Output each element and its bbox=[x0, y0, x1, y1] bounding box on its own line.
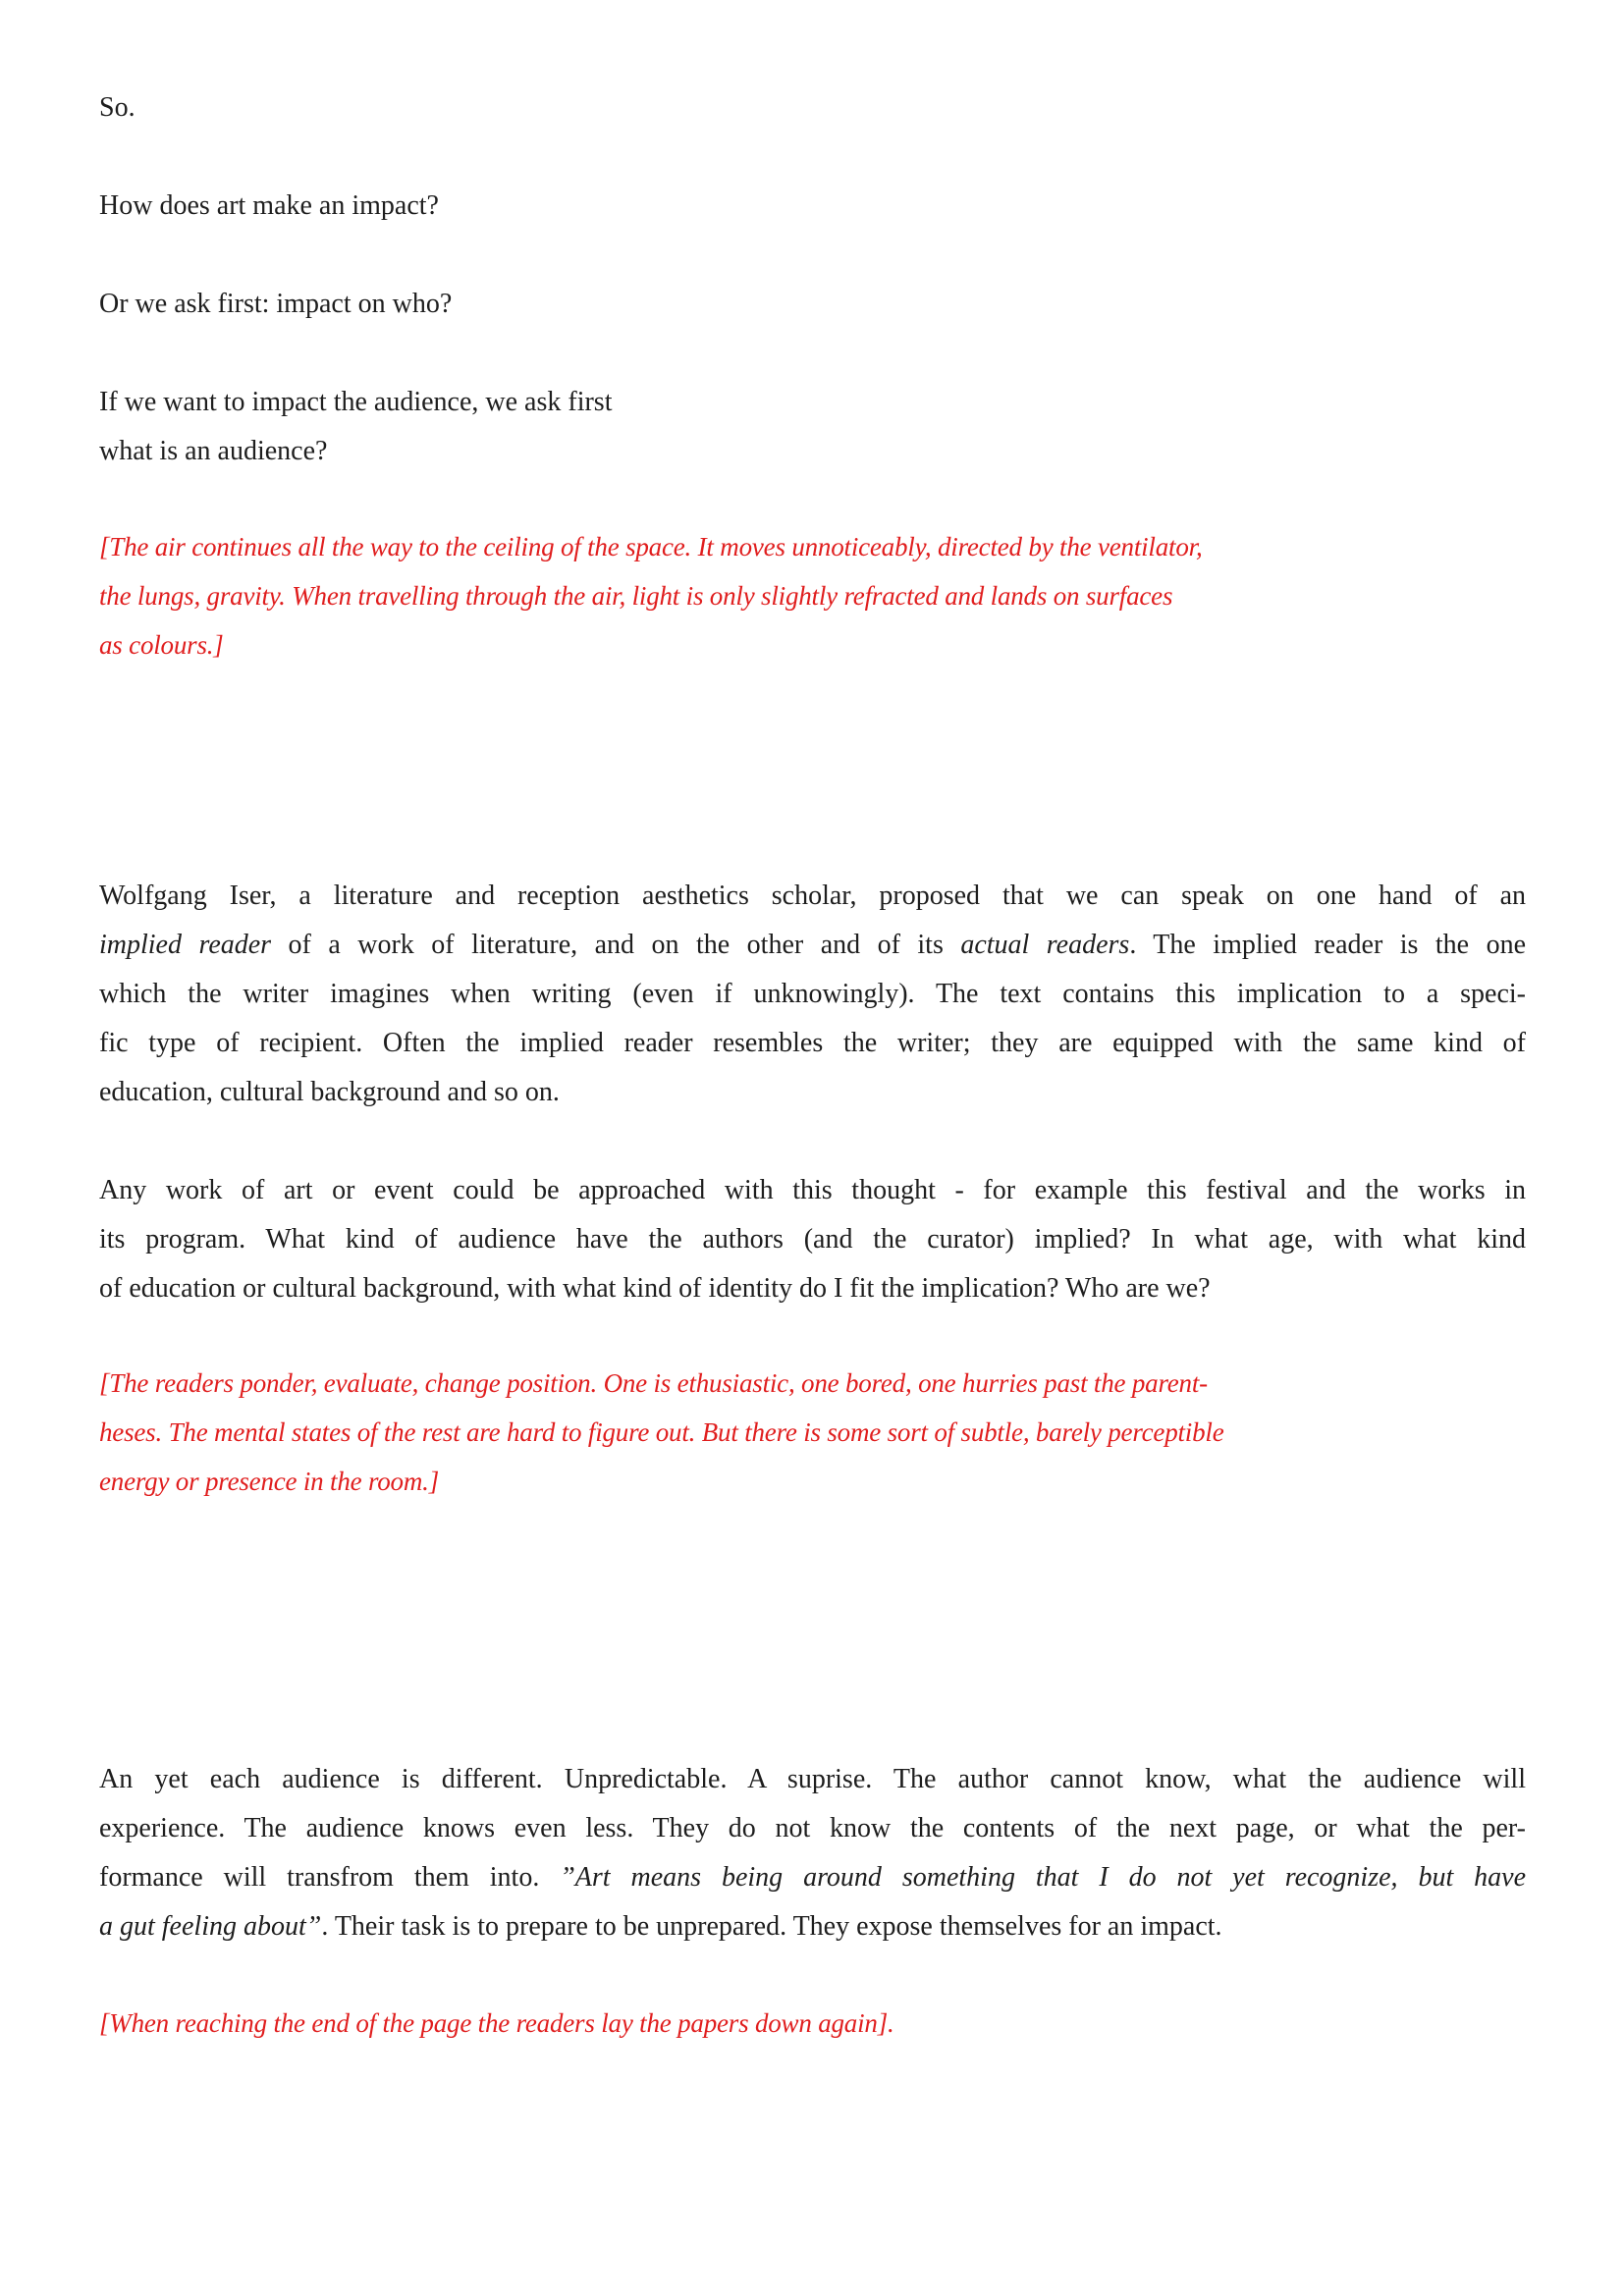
paragraph-each-audience bbox=[99, 1755, 1526, 1951]
text-line bbox=[99, 620, 1526, 669]
text-segment: . The implied reader is the one bbox=[1129, 930, 1527, 960]
text-segment: energy or presence in the room.] bbox=[99, 1467, 440, 1496]
question-impact-on-who bbox=[99, 280, 1526, 329]
text-line bbox=[99, 921, 1526, 970]
text-line bbox=[99, 1068, 1526, 1117]
text-line bbox=[99, 1359, 1526, 1408]
stage-direction-end-of-page bbox=[99, 1999, 1526, 2048]
text-segment: what is an audience? bbox=[99, 436, 328, 466]
question-how-impact bbox=[99, 182, 1526, 231]
text-segment: heses. The mental states of the rest are hard to figure out. But there is some sort of subtle, barely perceptible bbox=[99, 1417, 1224, 1447]
text-segment: the lungs, gravity. When travelling through the air, light is only slightly refracted and lands on surfaces bbox=[99, 581, 1173, 611]
stage-direction-air bbox=[99, 522, 1526, 669]
text-segment: [The air continues all the way to the ceiling of the space. It moves unnoticeably, directed by the ventilator, bbox=[99, 532, 1203, 561]
text-line bbox=[99, 1999, 1526, 2048]
text-line bbox=[99, 1457, 1526, 1506]
text-segment: [The readers ponder, evaluate, change position. One is ethusiastic, one bored, one hurries past the parent- bbox=[99, 1368, 1208, 1398]
text-line bbox=[99, 1019, 1526, 1068]
paragraph-any-work-of-art bbox=[99, 1166, 1526, 1313]
text-line bbox=[99, 1804, 1526, 1853]
italic-text-segment: actual readers bbox=[960, 930, 1130, 960]
text-segment: its program. What kind of audience have the authors (and the curator) implied? In what age, with what kind bbox=[99, 1224, 1526, 1255]
stage-direction-readers bbox=[99, 1359, 1526, 1506]
text-segment: How does art make an impact? bbox=[99, 190, 439, 221]
text-line bbox=[99, 1755, 1526, 1804]
text-segment: Any work of art or event could be approached with this thought - for example this festival and the works in bbox=[99, 1175, 1526, 1205]
text-line bbox=[99, 571, 1526, 620]
text-line bbox=[99, 427, 1526, 476]
question-what-is-audience bbox=[99, 378, 1526, 476]
text-segment: . Their task is to prepare to be unprepared. They expose themselves for an impact. bbox=[321, 1911, 1222, 1942]
paragraph-so bbox=[99, 83, 1526, 133]
text-line bbox=[99, 970, 1526, 1019]
text-segment: fic type of recipient. Often the implied reader resembles the writer; they are equipped with the same kind of bbox=[99, 1028, 1526, 1058]
text-segment: which the writer imagines when writing (even if unknowingly). The text contains this implication to a speci- bbox=[99, 979, 1526, 1009]
text-segment: Or we ask first: impact on who? bbox=[99, 289, 453, 319]
text-line bbox=[99, 182, 1526, 231]
text-line bbox=[99, 1902, 1526, 1951]
text-segment: An yet each audience is different. Unpredictable. A suprise. The author cannot know, what the audience will bbox=[99, 1764, 1526, 1794]
text-segment: So. bbox=[99, 92, 135, 123]
text-segment: education, cultural background and so on. bbox=[99, 1077, 560, 1107]
text-line bbox=[99, 1408, 1526, 1457]
text-segment: If we want to impact the audience, we ask first bbox=[99, 387, 613, 417]
italic-text-segment: implied reader bbox=[99, 930, 272, 960]
text-line bbox=[99, 83, 1526, 133]
text-segment: experience. The audience knows even less. They do not know the contents of the next page, or what the per- bbox=[99, 1813, 1526, 1843]
text-segment: of education or cultural background, with what kind of identity do I fit the implication? Who are we? bbox=[99, 1273, 1211, 1304]
text-segment: as colours.] bbox=[99, 630, 224, 660]
text-line bbox=[99, 1853, 1526, 1902]
text-line bbox=[99, 378, 1526, 427]
text-segment: [When reaching the end of the page the readers lay the papers down again]. bbox=[99, 2008, 894, 2038]
text-line bbox=[99, 872, 1526, 921]
italic-text-segment: ”Art means being around something that I do not yet recognize, but have bbox=[560, 1862, 1526, 1893]
text-line bbox=[99, 1166, 1526, 1215]
text-line bbox=[99, 522, 1526, 571]
italic-text-segment: a gut feeling about” bbox=[99, 1911, 322, 1942]
text-line bbox=[99, 280, 1526, 329]
paragraph-wolfgang-iser bbox=[99, 872, 1526, 1117]
text-line bbox=[99, 1264, 1526, 1313]
text-line bbox=[99, 1215, 1526, 1264]
text-segment: of a work of literature, and on the other and of its bbox=[271, 930, 961, 960]
text-segment: Wolfgang Iser, a literature and reception aesthetics scholar, proposed that we can speak on one hand of an bbox=[99, 881, 1526, 911]
text-segment: formance will transfrom them into. bbox=[99, 1862, 561, 1893]
